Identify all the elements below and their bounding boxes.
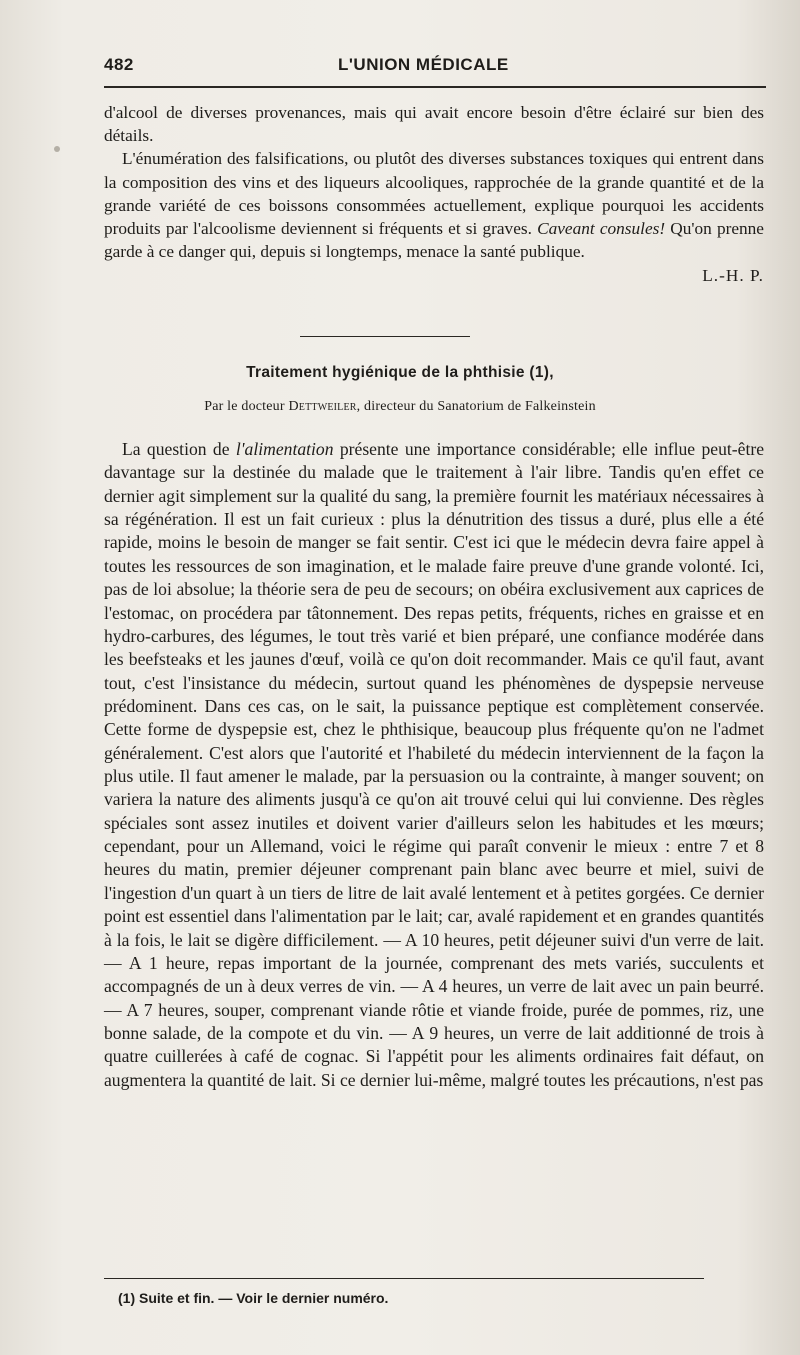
header-rule: [104, 86, 766, 88]
closing-text-end: Qu'on prenne garde à ce danger qui, depuis si longtemps, menace la santé publique.: [104, 219, 764, 262]
byline-prefix: Par le docteur: [204, 399, 289, 414]
continued-paragraph: d'alcool de diverses provenances, mais qui avait encore besoin d'être éclairé sur bien des détails.: [104, 103, 764, 146]
previous-article-ending: [104, 101, 764, 288]
journal-title: L'UNION MÉDICALE: [338, 55, 509, 74]
byline-suffix: , directeur du Sanatorium de Falkeinstein: [356, 399, 596, 414]
section-divider: [300, 336, 470, 337]
closing-paragraph: [104, 147, 764, 263]
footnote-rule: [104, 1278, 704, 1279]
article-title: Traitement hygiénique de la phthisie (1),: [246, 364, 554, 381]
article-body: [104, 438, 764, 1092]
body-emphasis: l'alimentation: [235, 439, 334, 459]
body-paragraph: [104, 438, 764, 1092]
article-byline: [0, 399, 800, 415]
page-number: 482: [104, 55, 134, 74]
latin-phrase: Caveant consules!: [537, 219, 666, 239]
ink-spot: [54, 146, 60, 152]
body-text: présente une importance considérable; elle influe peut-être davantage sur la destinée du malade que le traitement à l'air libre. Tandis qu'en effet ce dernier agit simplement sur la qualité du sang, la première fournit les matériaux nécessaires à sa régénération. Il est un fait curieux : plus la dénutrition des tissus a duré, plus elle a été rapide, moins le besoin de manger se fait sentir. C'est ici que le médecin devra faire appel à toutes les ressources de son imagination, et le malade faire preuve d'une grande volonté. Ici, pas de loi absolue; la théorie sera de peu de secours; on obéira exclusivement aux caprices de l'estomac, on procédera par tâtonnement. Des repas petits, fréquents, riches en graisse et en hydro-carbures, des légumes, le tout très varié et bien préparé, une confiance modérée dans les beefsteaks et les jaunes d'œuf, voilà ce qu'on doit recommander. Mais ce qu'il faut, avant tout, c'est l'insistance du médecin, surtout quand les phénomènes de dyspepsie nerveuse prédominent. Dans ces cas, on le sait, la puissance peptique est complètement conservée. Cette forme de dyspepsie est, chez le phthisique, beaucoup plus fréquente qu'on ne l'admet généralement. C'est alors que l'autorité et l'habileté du médecin interviennent de la façon la plus utile. Il faut amener le malade, par la persuasion ou la contrainte, à manger souvent; on variera la nature des aliments jusqu'à ce qu'on ait trouvé celui qui lui convienne. Des règles spéciales sont assez inutiles et doivent varier d'ailleurs selon les habitudes et les mœurs; cependant, pour un Allemand, voici le régime qui paraît convenir le mieux : entre 7 et 8 heures du matin, premier déjeuner comprenant pain blanc avec beurre et miel, suivi de l'ingestion d'un quart à un tiers de litre de lait avalé lentement et à petites gorgées. Ce dernier point est essentiel dans l'alimentation par le lait; car, avalé rapidement et en grandes quantités à la fois, le lait se digère difficilement. — A 10 heures, petit déjeuner suivi d'un verre de lait. — A 1 heure, repas important de la journée, comprenant des mets variés, succulents et accompagnés de un à deux verres de vin. — A 4 heures, un verre de lait avec un pain beurré. — A 7 heures, souper, comprenant viande rôtie et viande froide, purée de pommes, riz, une bonne salade, de la compote et du vin. — A 9 heures, un verre de lait additionné de trois à quatre cuillerées à café de cognac. Si l'appétit pour les aliments ordinaires fait défaut, on augmentera la quantité de lait. Si ce dernier lui-même, malgré toutes les précautions, n'est pas: [104, 439, 764, 1090]
running-header: [104, 50, 760, 80]
author-name: Dettweiler: [288, 399, 357, 414]
author-initials: L.-H. P.: [702, 266, 764, 286]
body-text-start: La question de: [122, 439, 236, 459]
footnote: (1) Suite et fin. — Voir le dernier numéro.: [118, 1290, 389, 1306]
closing-text: L'énumération des falsifications, ou plutôt des diverses substances toxiques qui entrent dans la composition des vins et des liqueurs alcooliques, rapprochée de la grande quantité et de la grande variété de ces boissons consommées actuellement, explique pourquoi les accidents produits par l'alcoolisme deviennent si fréquents et si graves.: [104, 149, 764, 239]
